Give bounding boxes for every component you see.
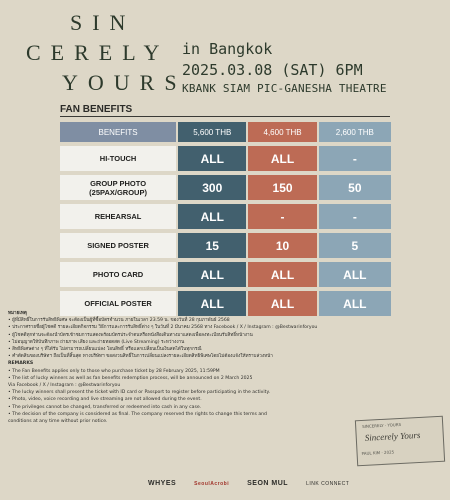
thai-note: • สิทธิพิเศษต่าง ๆ ที่ได้รับ ไม่สามารถเปลี่ยนแปลง โอนสิทธิ์ หรือแลกเปลี่ยนเป็นเงินสดได้ในทุกกรณี [8,347,202,353]
table-row [60,175,391,200]
remarks-heading: REMARKS [8,361,34,367]
cell-tier-3: ALL [319,291,391,316]
cell-tier-1: 15 [178,233,246,258]
event-datetime: 2025.03.08 (SAT) 6PM [182,61,363,79]
sponsor-logo: SeoulAcrobi [194,480,230,487]
row-label: SIGNED POSTER [60,233,176,258]
header-benefits: BENEFITS [60,122,176,142]
event-info [182,40,387,96]
cell-tier-3: - [319,204,391,229]
row-label: REHEARSAL [60,204,176,229]
thai-note: • ประกาศรายชื่อผู้โชคดี รายละเอียดกิจกรรม วิธีการและการรับสิทธิ์ต่าง ๆ ในวันที่ 2 มีนาคม 2568 ทาง Facebook / X / Instagram : @Bestwarinforyou [8,325,318,331]
cell-tier-3: 5 [319,233,391,258]
row-label: HI-TOUCH [60,146,176,171]
table-row [60,233,391,258]
stamp-script: Sincerely Yours [364,429,421,443]
table-header-row [60,122,391,142]
sponsor-logo: SEON MUL [247,480,289,487]
remark: • Photo, video, voice recording and live streaming are not allowed during the event. [8,397,202,403]
header-tier-1: 5,600 THB [178,122,246,142]
cell-tier-1: ALL [178,146,246,171]
table-row [60,204,391,229]
remark: • The list of lucky winners as well as fan benefits redemption process, will be announced on 2 March 2025 [8,375,253,381]
logo-line-2: CERELY [26,40,170,65]
row-label: OFFICIAL POSTER [60,291,176,316]
cell-tier-3: 50 [319,175,391,200]
cell-tier-1: 300 [178,175,246,200]
row-label: PHOTO CARD [60,262,176,287]
cell-tier-3: ALL [319,262,391,287]
cell-tier-3: - [319,146,391,171]
cell-tier-1: ALL [178,291,246,316]
cell-tier-2: ALL [248,262,316,287]
stamp-bottom-text: PAUL KIM · 2025 [361,449,395,457]
section-title: FAN BENEFITS [60,104,133,115]
sponsor-logos [148,480,349,487]
sponsor-logo: WHYES [148,480,177,487]
cell-tier-2: ALL [248,146,316,171]
logo-line-1: SIN [70,10,136,35]
thai-note: • คำตัดสินของบริษัทฯ ถือเป็นที่สิ้นสุด ทางบริษัทฯ ขอสงวนสิทธิ์ในการเปลี่ยนแปลงรายละเอียดสิทธิพิเศษโดยไม่ต้องแจ้งให้ทราบล่วงหน้า [8,354,273,360]
benefits-table [60,118,391,320]
cell-tier-2: - [248,204,316,229]
header-tier-3: 2,600 THB [319,122,391,142]
row-label: GROUP PHOTO (25PAX/GROUP) [60,175,176,200]
sponsor-logo: LINK CONNECT [306,480,350,487]
remark: • The decision of the company is considered as final. The company reserved the rights to change this terms and [8,411,267,417]
event-venue: KBANK SIAM PIC-GANESHA THEATRE [182,82,387,95]
stamp-top-text: SINCERELY · YOURS [362,421,402,429]
remark: • The lucky winners shall present the ticket with ID card or Passport to register before participating in the activity. [8,390,270,396]
thai-note: • ผู้ที่มีสิทธิ์ในการรับสิทธิพิเศษ จะต้องเป็นผู้ที่ซื้อบัตรจำนวน ภายในเวลา 23.59 น. ของวันที่ 28 กุมภาพันธ์ 2568 [8,318,230,324]
header-tier-2: 4,600 THB [248,122,316,142]
remark: • The Fan Benefits applies only to those who purchase ticket by 28 February 2025, 11:59PM [8,368,220,374]
thai-notes-heading: หมายเหตุ [8,311,27,316]
remark: conditions at any time without prior notice. [8,419,108,425]
remark: Via Facebook / X / Instagram : @Bestwarinforyou [8,383,121,389]
sincerely-yours-logo [26,8,187,98]
table-row [60,262,391,287]
thai-note: • ไม่อนุญาตให้บันทึกภาพ ถ่ายภาพ เสียง และถ่ายทอดสด (Live Streaming) ระหว่างงาน [8,339,185,345]
remark: • The privileges cannot be changed, transferred or redeemed into cash in any case. [8,404,202,410]
cell-tier-2: ALL [248,291,316,316]
cell-tier-1: ALL [178,262,246,287]
section-divider [60,116,390,117]
thai-note: • ผู้โชคดีทุกท่านจะต้องนำบัตรเข้าชมการแสดงพร้อมบัตรประจำตนหรือหนังสือเดินทางมาแสดงเพื่อลงทะเบียนรับสิทธิ์หน้างาน [8,332,253,338]
cell-tier-1: ALL [178,204,246,229]
cell-tier-2: 10 [248,233,316,258]
event-city: in Bangkok [182,40,273,58]
cell-tier-2: 150 [248,175,316,200]
notes-section [8,310,438,425]
table-row [60,146,391,171]
logo-line-3: YOURS [62,70,187,95]
stamp-graphic [355,416,445,467]
